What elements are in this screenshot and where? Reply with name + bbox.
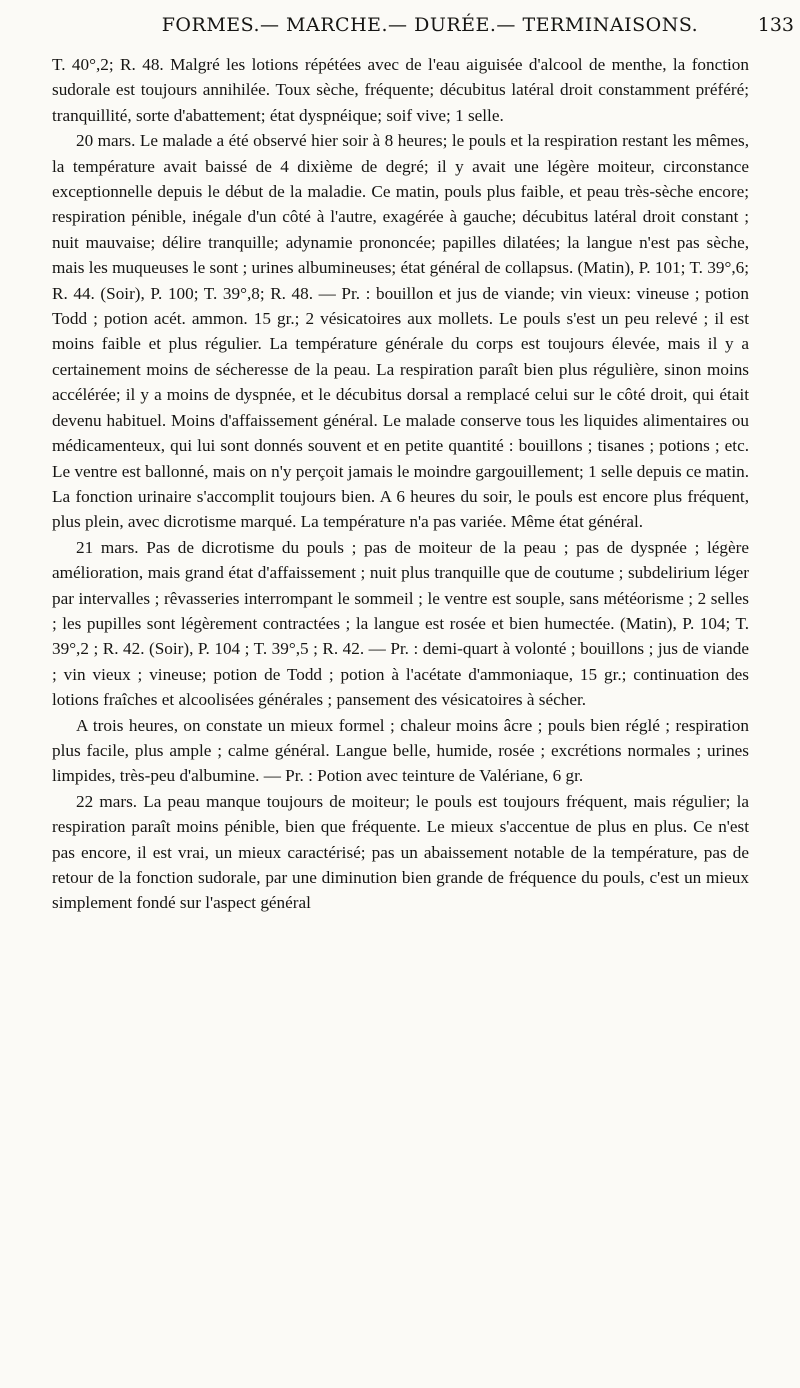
paragraph-trois-heures: A trois heures, on constate un mieux formel ; chaleur moins âcre ; pouls bien réglé ; respiration plus facile, plus ample ; calme général. Langue belle, humide, rosée ; excrétions normales ; urines limpides, très-peu d'albumine. — Pr. : Potion avec teinture de Valériane, 6 gr. [52, 715, 749, 786]
paragraph-20-mars: 20 mars. Le malade a été observé hier soir à 8 heures; le pouls et la respiration restant les mêmes, la température avait baissé de 4 dixième de degré; il y avait une légère moiteur, circonstance exceptionnelle depuis le début de la maladie. Ce matin, pouls plus faible, et peau très-sèche encore; respiration pénible, inégale d'un côté à l'autre, exagérée à gauche; décubitus latéral droit constant ; nuit mauvaise; délire tranquille; adynamie prononcée; papilles dilatées; la langue n'est pas sèche, mais les muqueuses le sont ; urines albumineuses; état général de collapsus. (Matin), P. 101; T. 39°,6; R. 44. (Soir), P. 100; T. 39°,8; R. 48. — Pr. : bouillon et jus de viande; vin vieux: vineuse ; potion Todd ; potion acét. ammon. 15 gr.; 2 vésicatoires aux mollets. Le pouls s'est un peu relevé ; il est moins faible et plus régulier. La température générale du corps est toujours élevée, mais il y a certainement moins de sécheresse de la peau. La respiration paraît bien plus régulière, sinon moins accélérée; il y a moins de dyspnée, et le décubitus dorsal a remplacé celui sur le côté droit, qui était devenu habituel. Moins d'affaissement général. Le malade conserve tous les liquides alimentaires ou médicamenteux, qui lui sont donnés souvent et en petite quantité : bouillons ; tisanes ; potions ; etc. Le ventre est ballonné, mais on n'y perçoit jamais le moindre gargouillement; 1 selle depuis ce matin. La fonction urinaire s'accomplit toujours bien. A 6 heures du soir, le pouls est encore plus fréquent, plus plein, avec dicrotisme marqué. La température n'a pas variée. Même état général. [52, 131, 749, 532]
paragraph-21-mars: 21 mars. Pas de dicrotisme du pouls ; pas de moiteur de la peau ; pas de dyspnée ; légère amélioration, mais grand état d'affaissement ; nuit plus tranquille que de coutume ; subdelirium léger par intervalles ; rêvasseries interrompant le sommeil ; le ventre est souple, sans météorisme ; 2 selles ; les pupilles sont légèrement contractées ; la langue est rosée et bien humectée. (Matin), P. 104; T. 39°,2 ; R. 42. (Soir), P. 104 ; T. 39°,5 ; R. 42. — Pr. : demi-quart à volonté ; bouillons ; jus de viande ; vin vieux ; vineuse; potion de Todd ; potion à l'acétate d'ammoniaque, 15 gr.; continuation des lotions fraîches et alcoolisées générales ; pansement des vésicatoires à sécher. [52, 537, 749, 710]
body-text [52, 52, 749, 916]
page-header [0, 8, 800, 42]
page-number: 133 [757, 14, 794, 36]
paragraph-22-mars: 22 mars. La peau manque toujours de moiteur; le pouls est toujours fréquent, mais régulier; la respiration paraît moins pénible, bien que fréquente. Le mieux s'accentue de plus en plus. Ce n'est pas encore, il est vrai, un mieux caractérisé; pas un abaissement notable de la température, pas de retour de la fonction sudorale, par une diminution bien grande de fréquence du pouls, c'est un mieux simplement fondé sur l'aspect général [52, 791, 749, 913]
paragraph-temperature-note: T. 40°,2; R. 48. Malgré les lotions répétées avec de l'eau aiguisée d'alcool de menthe, la fonction sudorale est toujours annihilée. Toux sèche, fréquente; décubitus latéral droit constamment préféré; tranquillité, sorte d'abattement; état dyspnéique; soif vive; 1 selle. [52, 55, 749, 125]
running-head: FORMES.— MARCHE.— DURÉE.— TERMINAISONS. [161, 14, 699, 36]
